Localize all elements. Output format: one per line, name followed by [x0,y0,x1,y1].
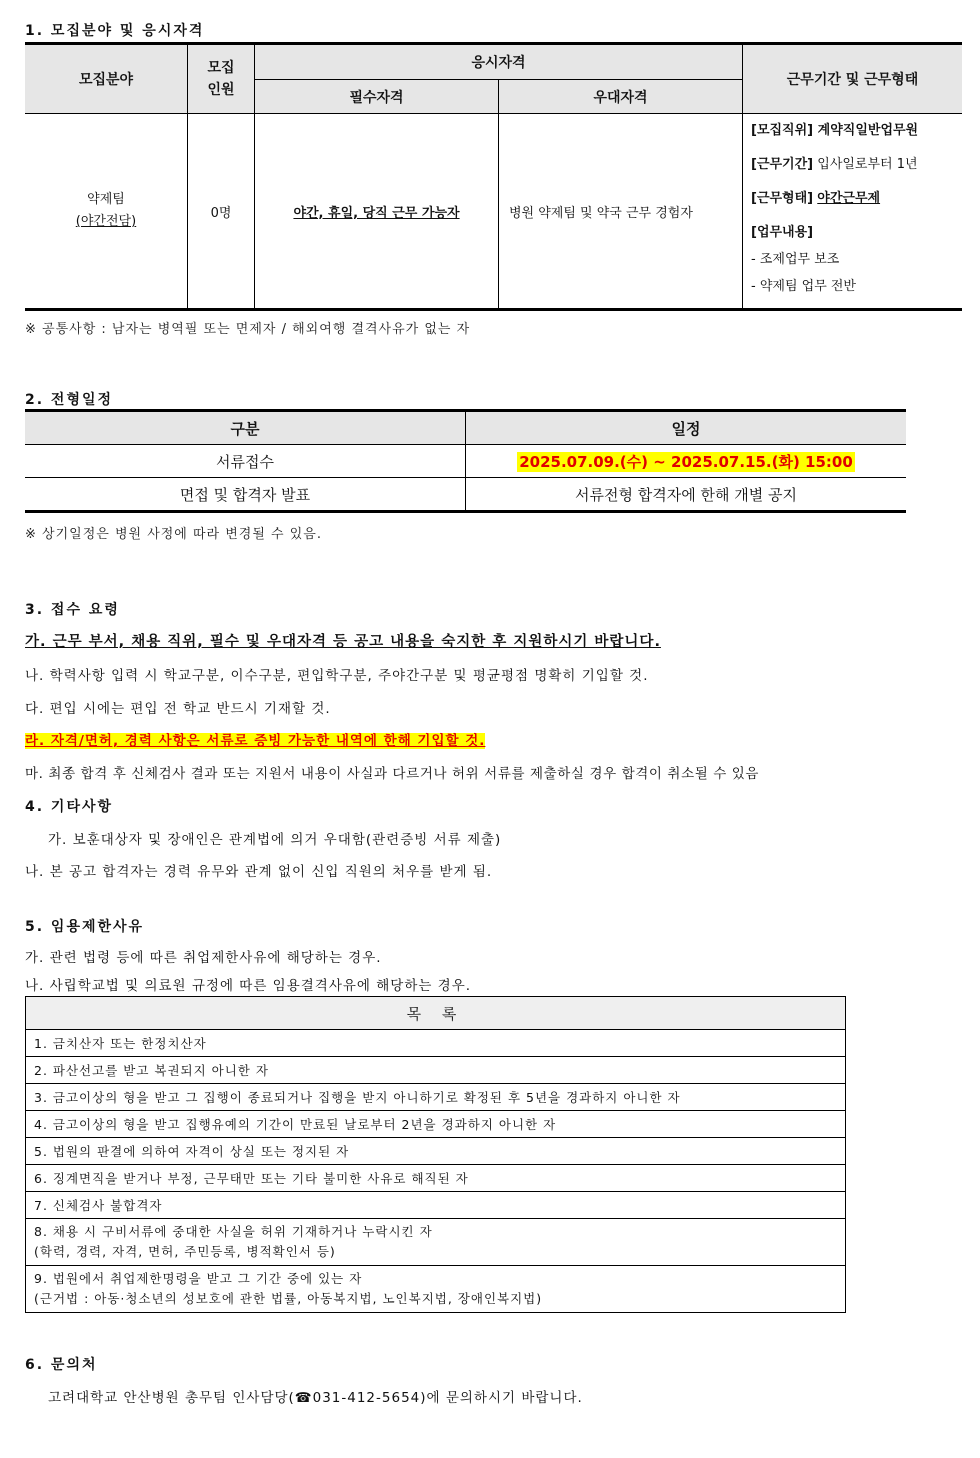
restriction-item-8 [26,1219,846,1266]
schedule-head-date: 일정 [466,411,907,445]
duty-position-label: [모집직위] [751,123,814,138]
cell-count: 0명 [188,114,255,310]
section-1-note: ※ 공통사항 : 남자는 병역필 또는 면제자 / 해외여행 결격사유가 없는 자 [25,322,471,337]
restriction-item-2: 2. 파산선고를 받고 복권되지 아니한 자 [26,1057,846,1084]
duty-type-label: [근무형태] [751,191,814,206]
section-3-line-1: 가. 근무 부서, 채용 직위, 필수 및 우대자격 등 공고 내용을 숙지한 후 지원하시기 바랍니다. [25,634,661,650]
section-4-title: 4. 기타사항 [25,799,114,815]
header-preferred: 우대자격 [499,80,743,114]
schedule-row1-category: 서류접수 [25,445,466,478]
section-3-line-3: 다. 편입 시에는 편입 전 학교 반드시 기재할 것. [25,701,331,717]
schedule-row2-date: 서류전형 합격자에 한해 개별 공지 [466,478,907,512]
section-3-line-4: 라. 자격/면허, 경력 사항은 서류로 증빙 가능한 내역에 한해 기입할 것. [25,733,486,749]
duty-item-1: - 조제업무 보조 [751,252,840,267]
duty-type-value: 야간근무제 [817,191,881,206]
schedule-row2-category: 면접 및 합격자 발표 [25,478,466,512]
restriction-item-3: 3. 금고이상의 형을 받고 그 집행이 종료되거나 집행을 받지 아니하기로 확정된 후 5년을 경과하지 아니한 자 [26,1084,846,1111]
recruit-table [25,42,962,311]
cell-field [25,114,188,310]
section-3-line-5: 마. 최종 합격 후 신체검사 결과 또는 지원서 내용이 사실과 다르거나 허위 서류를 제출하실 경우 합격이 취소될 수 있음 [25,766,760,782]
header-field: 모집분야 [25,44,188,114]
duty-item-2: - 약제팀 업무 전반 [751,279,856,294]
restriction-item-9-sub: (근거법 : 아동·청소년의 성보호에 관한 법률, 아동복지법, 노인복지법, 장애인복지법) [34,1291,543,1306]
restriction-item-9-main: 9. 법원에서 취업제한명령을 받고 그 기간 중에 있는 자 [34,1271,363,1286]
section-3-title: 3. 접수 요령 [25,602,120,618]
duty-period-value: 입사일로부터 1년 [813,157,918,172]
schedule-table [25,409,906,513]
field-name: 약제팀 [87,192,125,207]
required-text: 야간, 휴일, 당직 근무 가능자 [293,205,460,221]
cell-required [255,114,499,310]
restriction-item-1: 1. 금치산자 또는 한정치산자 [26,1030,846,1057]
restriction-list-head: 목 록 [26,997,846,1030]
section-2-note: ※ 상기일정은 병원 사정에 따라 변경될 수 있음. [25,527,322,542]
schedule-head-category: 구분 [25,411,466,445]
restriction-item-6: 6. 징계면직을 받거나 부정, 근무태만 또는 기타 불미한 사유로 해직된 자 [26,1165,846,1192]
header-period: 근무기간 및 근무형태 [743,44,963,114]
schedule-row1-date-cell [466,445,907,478]
section-5-line-2: 나. 사립학교법 및 의료원 규정에 따른 임용결격사유에 해당하는 경우. [25,978,472,994]
duty-period-label: [근무기간] [751,157,814,172]
duty-position-value: 계약직일반업무원 [813,123,919,138]
restriction-item-8-sub: (학력, 경력, 자격, 면허, 주민등록, 병적확인서 등) [34,1244,336,1259]
restriction-item-7: 7. 신체검사 불합격자 [26,1192,846,1219]
cell-preferred: 병원 약제팀 및 약국 근무 경험자 [499,114,743,310]
restriction-item-5: 5. 법원의 판결에 의하여 자격이 상실 또는 정지된 자 [26,1138,846,1165]
section-4-line-2: 나. 본 공고 합격자는 경력 유무와 관계 없이 신입 직원의 처우를 받게 됨. [25,864,493,880]
restriction-list-table [25,996,846,1313]
section-6-title: 6. 문의처 [25,1357,98,1373]
section-5-line-1: 가. 관련 법령 등에 따른 취업제한사유에 해당하는 경우. [25,950,382,966]
cell-duty [743,114,963,310]
section-4-line-1: 가. 보훈대상자 및 장애인은 관계법에 의거 우대함(관련증빙 서류 제출) [48,832,502,848]
section-5-title: 5. 임용제한사유 [25,919,145,935]
header-required: 필수자격 [255,80,499,114]
restriction-item-8-main: 8. 채용 시 구비서류에 중대한 사실을 허위 기재하거나 누락시킨 자 [34,1224,433,1239]
header-count: 모집 인원 [188,44,255,114]
section-1-title: 1. 모집분야 및 응시자격 [25,23,205,39]
section-6-line-1: 고려대학교 안산병원 총무팀 인사담당(☎031-412-5654)에 문의하시기 바랍니다. [48,1390,583,1406]
section-3-line-2: 나. 학력사항 입력 시 학교구분, 이수구분, 편입학구분, 주야간구분 및 평균평점 명확히 기입할 것. [25,668,649,684]
restriction-item-4: 4. 금고이상의 형을 받고 집행유예의 기간이 만료된 날로부터 2년을 경과하지 아니한 자 [26,1111,846,1138]
duty-content-label: [업무내용] [751,225,814,240]
restriction-item-9 [26,1266,846,1313]
header-qualification: 응시자격 [255,44,743,80]
field-sub: (야간전담) [75,214,137,229]
schedule-row1-date: 2025.07.09.(수) ~ 2025.07.15.(화) 15:00 [519,452,853,471]
section-3-line-4-wrap [25,729,485,749]
section-2-title: 2. 전형일정 [25,392,114,408]
